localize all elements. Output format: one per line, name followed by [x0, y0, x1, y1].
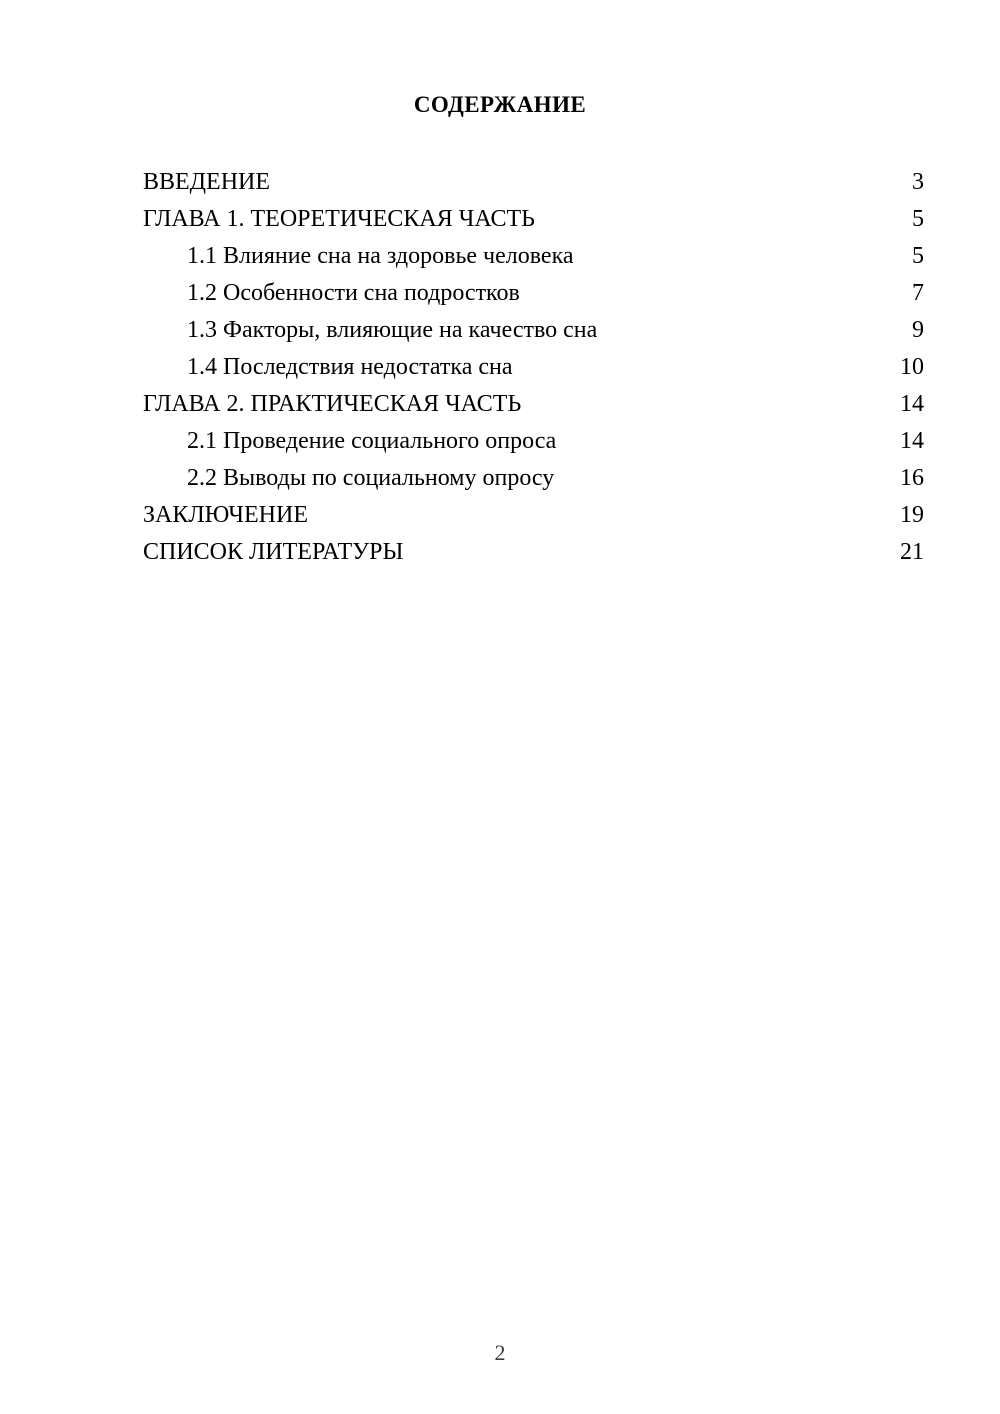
- toc-entry-page: 10: [900, 354, 924, 380]
- toc-entry-page: 3: [912, 169, 924, 195]
- toc-entry-page: 7: [912, 280, 924, 306]
- toc-entry-page: 21: [900, 539, 924, 565]
- toc-entry-page: 14: [900, 428, 924, 454]
- toc-entry[interactable]: [143, 497, 924, 534]
- toc-entry-label: ЗАКЛЮЧЕНИЕ: [143, 502, 308, 528]
- toc-entry-label: ГЛАВА 2. ПРАКТИЧЕСКАЯ ЧАСТЬ: [143, 391, 522, 417]
- page-title: СОДЕРЖАНИЕ: [413, 92, 587, 117]
- toc-entry-label: 1.1 Влияние сна на здоровье человека: [187, 243, 574, 269]
- toc-entry-label: ГЛАВА 1. ТЕОРЕТИЧЕСКАЯ ЧАСТЬ: [143, 206, 535, 232]
- toc-entry-label: ВВЕДЕНИЕ: [143, 169, 271, 195]
- toc-entry-label: 1.3 Факторы, влияющие на качество сна: [187, 317, 598, 343]
- page-number-footer: 2: [494, 1340, 506, 1365]
- toc-entry[interactable]: [143, 238, 924, 275]
- toc-entry-label: 1.4 Последствия недостатка сна: [187, 354, 513, 380]
- toc-entry-page: 5: [912, 206, 924, 232]
- table-of-contents: [143, 164, 924, 571]
- toc-entry[interactable]: [143, 423, 924, 460]
- toc-entry-page: 9: [912, 317, 924, 343]
- toc-entry-page: 16: [900, 465, 924, 491]
- toc-entry-label: 1.2 Особенности сна подростков: [187, 280, 520, 306]
- toc-entry-page: 5: [912, 243, 924, 269]
- toc-entry[interactable]: [143, 275, 924, 312]
- toc-entry-label: СПИСОК ЛИТЕРАТУРЫ: [143, 539, 404, 565]
- toc-entry[interactable]: [143, 460, 924, 497]
- toc-entry[interactable]: [143, 386, 924, 423]
- toc-entry[interactable]: [143, 164, 924, 201]
- toc-entry-label: 2.1 Проведение социального опроса: [187, 428, 557, 454]
- toc-entry[interactable]: [143, 201, 924, 238]
- toc-entry-page: 19: [900, 502, 924, 528]
- toc-entry-label: 2.2 Выводы по социальному опросу: [187, 465, 555, 491]
- toc-entry[interactable]: [143, 534, 924, 571]
- toc-entry[interactable]: [143, 349, 924, 386]
- toc-entry-page: 14: [900, 391, 924, 417]
- toc-entry[interactable]: [143, 312, 924, 349]
